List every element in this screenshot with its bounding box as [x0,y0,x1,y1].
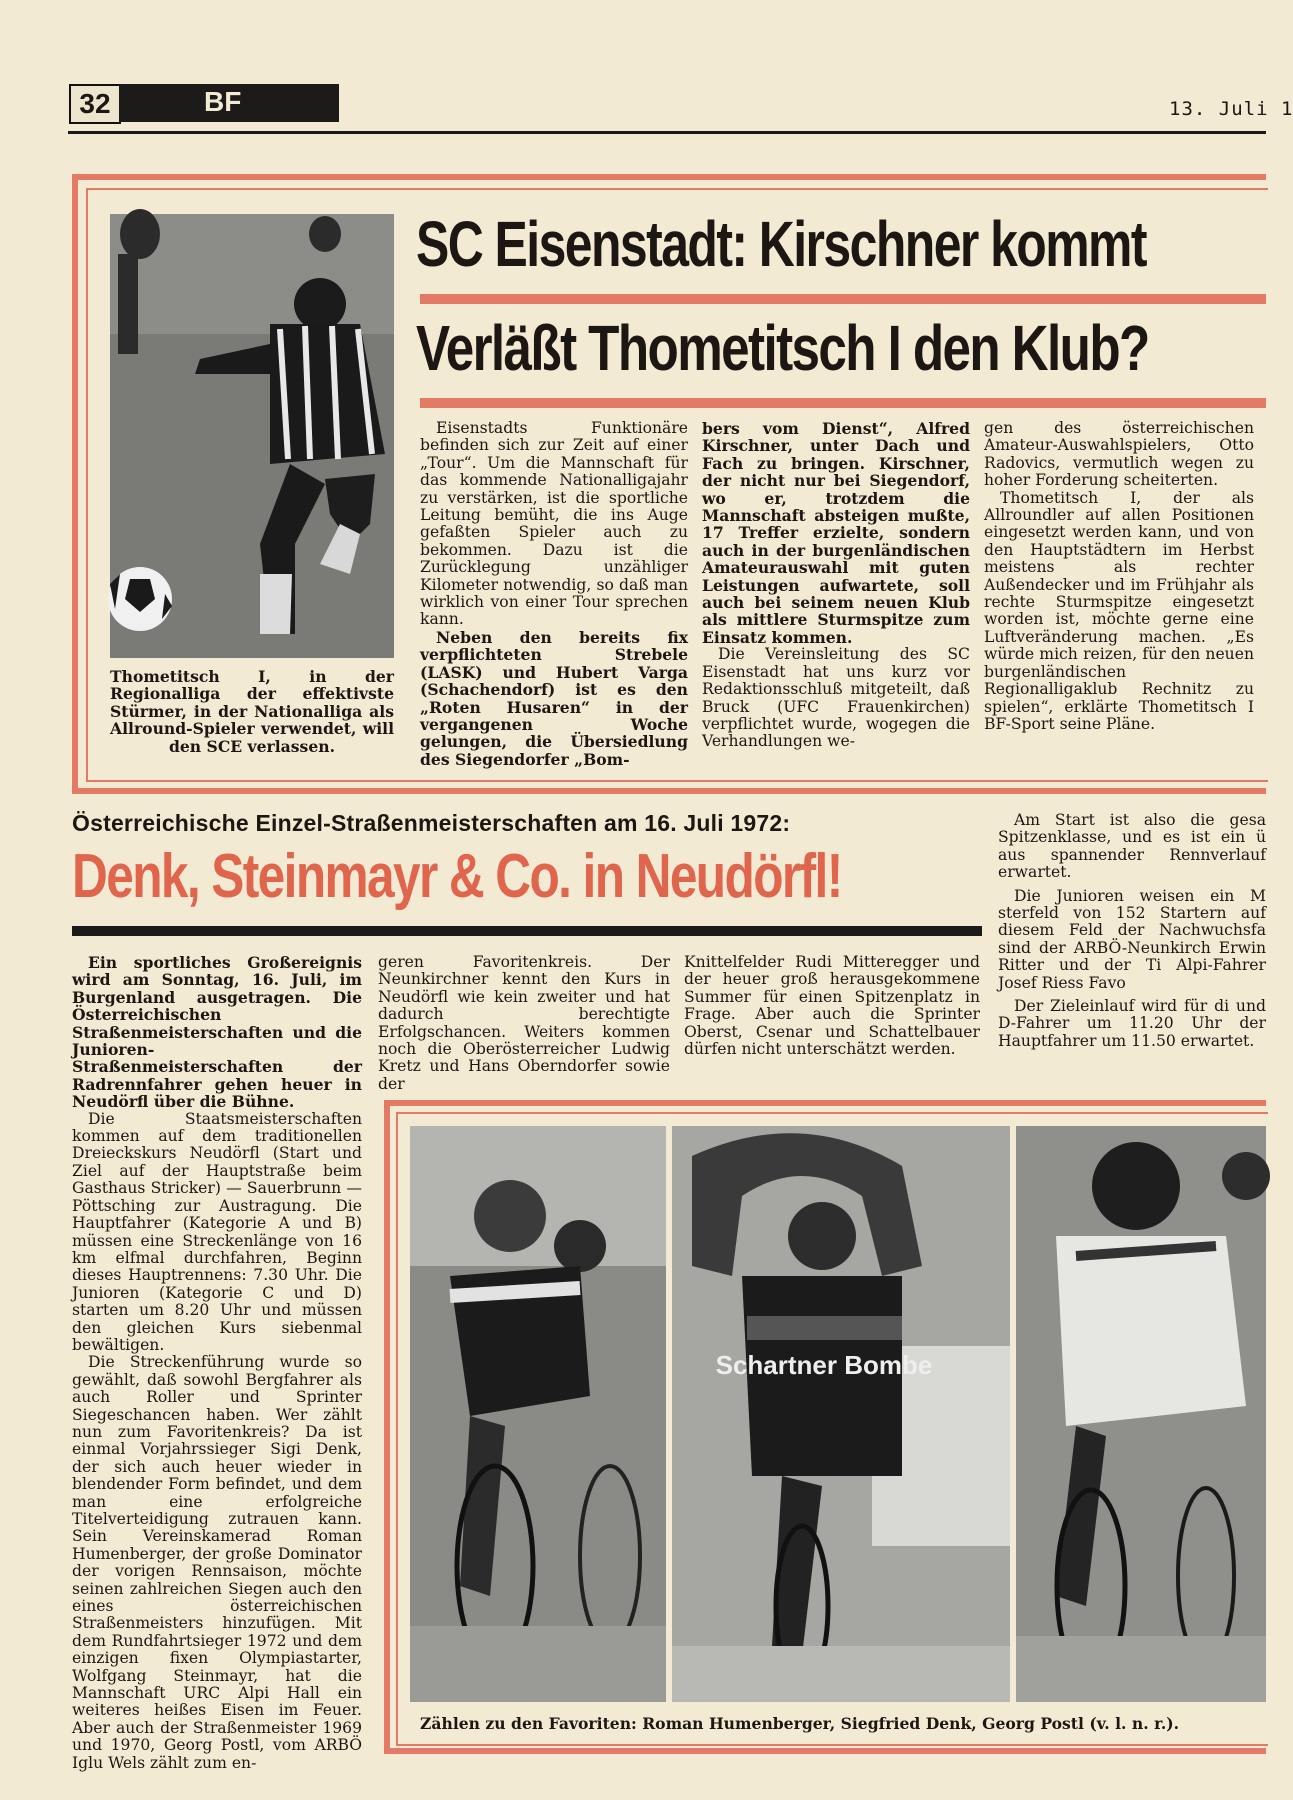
story2-col4-p1: Am Start ist also die gesa Spitzenklasse, und es ist ein ü aus spannender Rennverlauf erwartet. [998,811,1266,882]
header-rule [68,131,1266,134]
story1-column-1 [420,420,688,768]
story2-col1-p2: Die Staatsmeisterschaften kommen auf dem traditionellen Dreieckskurs Neudörfl (Start und Ziel auf der Hauptstraße beim Gasthaus Stricker) — Sauerbrunn — Pöttsching zur Austragung. Die Hauptfahrer (Kategorie A und B) müssen eine Streckenlänge von 16 km elfmal durchfahren, Beginn dieses Hauptrennens: 7.30 Uhr. Die Junioren (Kategorie C und D) starten um 8.20 Uhr und müssen den gleichen Kurs siebenmal bewältigen. [72,1109,362,1354]
story2-col1-p3: Die Streckenführung wurde so gewählt, daß sowohl Bergfahrer als auch Roller und Sprinter Siegeschancen haben. Wer zählt nun zum Favoritenkreis? Da ist einmal Vorjahrssieger Sigi Denk, der sich auch heuer wieder in blendender Form befindet, und dem man eine erfolgreiche Titelverteidigung zutrauen kann. Sein Vereinskamerad Roman Humenberger, der große Dominator der vorigen Rennsaison, möchte seinen zahlreichen Siegen auch den eines österreichischen Straßenmeisters hinzufügen. Mit dem Rundfahrtsieger 1972 und dem einzigen fixen Olympiastarter, Wolfgang Steinmayr, hat die Mannschaft URC Alpi Hall ein weiteres heißes Eisen im Feuer. Aber auch der Straßenmeister 1969 und 1970, Georg Postl, vom ARBÖ Iglu Wels zählt zum en- [72,1353,362,1772]
story1-col2-p2: Die Vereinsleitung des SC Eisenstadt hat uns kurz vor Redaktionsschluß mitgeteilt, daß Bruck (UFC Frauenkirchen) verpflichtet wurde, wogegen die Verhandlungen we- [702,645,970,751]
thometitsch-photo [110,214,394,658]
story1-col1-p2: Neben den bereits fix verpflichteten Strebele (LASK) und Hubert Varga (Schachendorf) ist es den „Roten Husaren“ in der vergangenen Woche gelungen, die Übersiedlung des Siegendorfer „Bom- [420,627,688,769]
cyclist-image-2 [672,1126,1010,1702]
story2-kicker: Österreichische Einzel-Straßenmeisterschaften am 16. Juli 1972: [72,810,791,836]
page-number: 32 [69,84,121,124]
story1-col1-p1: Eisenstadts Funktionäre befinden sich zur Zeit auf einer „Tour“. Um die Mannschaft für das kommende Nationalligajahr zu verstärken, ist die sportliche Leitung bemüht, die ins Auge gefaßten Spieler auch zu bekommen. Dazu ist die Zurücklegung unzähliger Kilometer notwendig, so daß man wirklich von einer Tour sprechen kann. [420,419,688,629]
story2-column-1 [72,954,362,1772]
story1-column-2 [702,420,970,751]
story2-lead: Ein sportliches Großereignis wird am Sonntag, 16. Juli, im Burgenland ausgetragen. Die Österreichischen Straßenmeisterschaften und die Junioren-Straßenmeisterschaften der Radrennfahrer gehen heuer in Neudörfl über die Bühne. [72,953,362,1112]
cycling-photo-caption: Zählen zu den Favoriten: Roman Humenberger, Siegfried Denk, Georg Postl (v. l. n. r.). [420,1714,1180,1733]
photo-caption: Thometitsch I, in der Regionalliga der effektivste Stürmer, in der Nationalliga als Allround-Spieler verwendet, will den SCE verlassen. [110,667,394,756]
jersey-text: Schartner Bombe [715,1350,933,1380]
story1-col2-p1: bers vom Dienst“, Alfred Kirschner, unter Dach und Fach zu bringen. Kirschner, der nicht nur bei Siegendorf, wo er, trotzdem die Mannschaft absteigen mußte, 17 Treffer erzielte, sondern auch in der burgenländischen Amateurauswahl mit guten Leistungen aufwartete, soll auch bei seinem neuen Klub als mittlere Sturmspitze zum Einsatz kommen. [702,419,970,647]
story2-column-2 [378,954,670,1093]
section-label: BF [204,86,242,117]
story1-column-3 [984,420,1254,733]
story2-col2-text: geren Favoritenkreis. Der Neunkirchner kennt den Kurs in Neudörfl wie kein zweiter und hat dadurch berechtigte Erfolgschancen. Weiters kommen noch die Oberösterreicher Ludwig Kretz und Hans Oberndorfer sowie der [378,953,670,1093]
headline-rule-2 [420,398,1266,408]
story1-col3-p1: gen des österreichischen Amateur-Auswahlspielers, Otto Radovics, vermutlich wegen zu hoher Forderung scheiterten. [984,419,1254,490]
football-player-image [110,214,394,658]
story2-col4-p3: Der Zieleinlauf wird für di und D-Fahrer um 11.20 Uhr der Hauptfahrer um 11.50 erwartet. [998,997,1266,1050]
cyclist-image-3 [1016,1126,1266,1702]
headline-rule-1 [420,294,1266,304]
story1-col3-p2: Thometitsch I, der als Allroundler auf allen Positionen eingesetzt werden kann, und von den Hauptstädtern im Herbst meistens als rechter Außendecker und im Frühjahr als rechte Sturmspitze eingesetzt worden ist, möchte gerne eine Luftveränderung machen. „Es würde mich reizen, für den neuen burgenländischen Regionalligaklub Rechnitz zu spielen“, erklärte Thometitsch I BF-Sport seine Pläne. [984,488,1254,733]
story2-col3-text: Knittelfelder Rudi Mitteregger und der heuer groß herausgekommene Summer für einen Spitzenplatz in Frage. Aber auch die Sprinter Oberst, Csenar und Schattelbauer dürfen nicht unterschätzt werden. [684,953,980,1059]
story2-headline: Denk, Steinmayr & Co. in Neudörfl! [72,842,842,911]
story2-column-4 [998,812,1266,1050]
story2-headline-rule [72,926,982,936]
headline-sc-eisenstadt: SC Eisenstadt: Kirschner kommt [416,208,1146,280]
issue-date: 13. Juli 1 [1169,98,1293,120]
story2-col4-p2: Die Junioren weisen ein M sterfeld von 152 Startern auf diesem Feld der Nachwuchsfa sind der ARBÖ-Neunkirch Erwin Ritter und der Ti Alpi-Fahrer Josef Riess Favo [998,886,1266,992]
photo-humenberger [410,1126,666,1702]
page-header [64,80,1293,132]
photo-postl [1016,1126,1266,1702]
photo-denk [672,1126,1010,1702]
story2-column-3 [684,954,980,1058]
cyclist-image-1 [410,1126,666,1702]
headline-thometitsch: Verläßt Thometitsch I den Klub? [416,312,1149,384]
